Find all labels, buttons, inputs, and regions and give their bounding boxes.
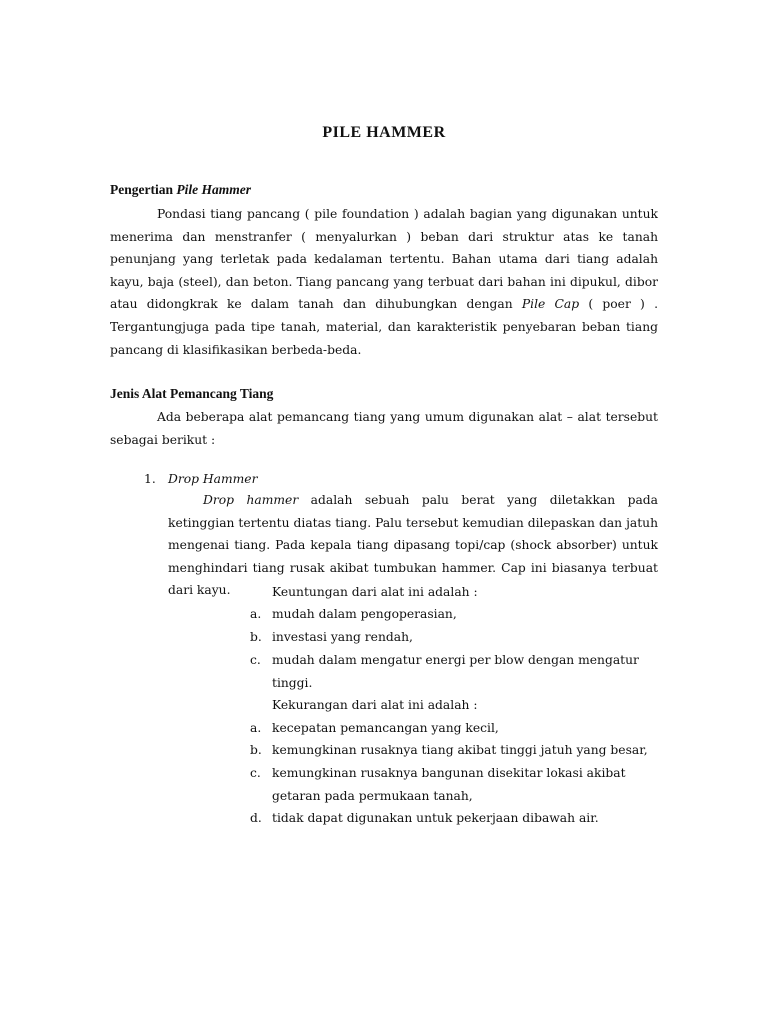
list-item: kecepatan pemancangan yang kecil, (272, 721, 499, 735)
heading-italic-text: Pile Hammer (176, 182, 251, 197)
disadvantages-label: Kekurangan dari alat ini adalah : (272, 698, 478, 712)
list-item-title (168, 468, 257, 491)
list-letter: a. (250, 721, 262, 735)
section-heading-pengertian (110, 182, 251, 198)
list-letter: a. (250, 607, 262, 621)
paragraph-pengertian (110, 203, 658, 361)
list-number: 1. (144, 472, 156, 486)
paragraph-text: Pondasi tiang pancang ( pile foundation ) adalah bagian yang digunakan untuk menerima dan menstranfer ( menyalurkan ) beban dari struktur atas ke tanah penunjang yang terletak pada kedalaman tertentu. Bahan utama dari tiang adalah kayu, baja (steel), dan beton. Tiang pancang yang terbuat dari bahan ini dipukul, dibor atau didongkrak ke dalam tanah dan dihubungkan dengan (110, 207, 658, 312)
list-item: mudah dalam mengatur energi per blow dengan mengatur (272, 653, 639, 667)
list-item: investasi yang rendah, (272, 630, 413, 644)
list-letter: d. (250, 811, 262, 825)
list-item: kemungkinan rusaknya tiang akibat tinggi jatuh yang besar, (272, 743, 648, 757)
item-description-text: adalah sebuah palu berat yang diletakkan pada ketinggian tertentu diatas tiang. Palu tersebut kemudian dilepaskan dan jatuh mengenai tiang. Pada kepala tiang dipasang topi/cap (shock absorber) untuk menghindari tiang rusak akibat tumbukan hammer. Cap ini biasanya terbuat dari kayu. (168, 493, 659, 598)
list-item: mudah dalam pengoperasian, (272, 607, 457, 621)
list-item-continued: tinggi. (272, 676, 313, 690)
list-letter: b. (250, 630, 262, 644)
heading-text: Pengertian (110, 182, 177, 197)
paragraph-text: ( poer ) . Tergantungjuga pada tipe tanah, material, dan karakteristik penyebaran beban tiang pancang di klasifikasikan berbeda-beda. (110, 297, 658, 357)
list-item: kemungkinan rusaknya bangunan disekitar lokasi akibat (272, 766, 626, 780)
paragraph-italic-term: Pile Cap (521, 297, 580, 312)
item-description-italic: Drop hammer (203, 493, 299, 507)
page-title: PILE HAMMER (322, 124, 446, 141)
item-name: Drop Hammer (168, 472, 258, 486)
section-heading-jenis: Jenis Alat Pemancang Tiang (110, 386, 274, 401)
list-letter: b. (250, 743, 262, 757)
advantages-label: Keuntungan dari alat ini adalah : (272, 585, 478, 599)
list-item: tidak dapat digunakan untuk pekerjaan dibawah air. (272, 811, 599, 825)
list-letter: c. (250, 653, 261, 667)
list-item-continued: getaran pada permukaan tanah, (272, 789, 473, 803)
paragraph-jenis-intro: Ada beberapa alat pemancang tiang yang umum digunakan alat – alat tersebut sebagai berikut : (110, 410, 658, 447)
list-letter: c. (250, 766, 261, 780)
